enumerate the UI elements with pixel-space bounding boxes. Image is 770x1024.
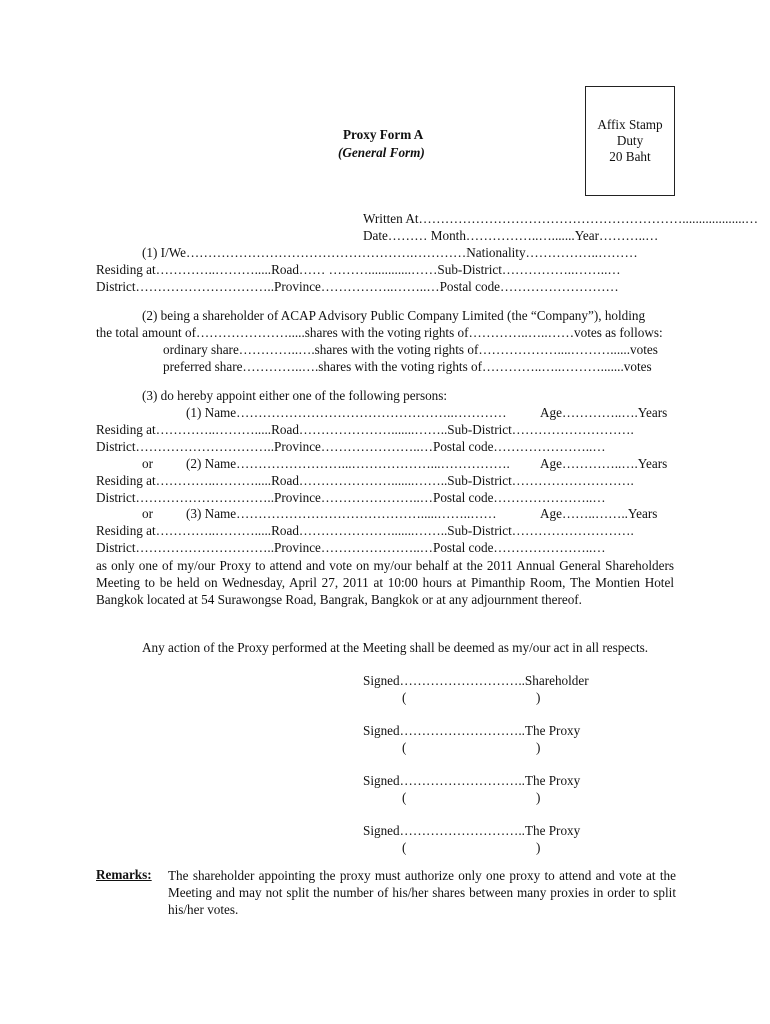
stamp-box xyxy=(585,86,675,196)
shareholder-line: (2) being a shareholder of ACAP Advisory Public Company Limited (the “Company”), holding xyxy=(142,308,646,323)
stamp-line: 20 Baht xyxy=(609,149,651,164)
proxy1-residing-field[interactable]: Residing at…………..……….....Road………………….......……..Sub-District………………………. xyxy=(96,422,634,437)
proxy1-district-field[interactable]: District…………………………..Province…………………..…Postal code…………………..… xyxy=(96,439,606,454)
action-paragraph: Any action of the Proxy performed at the Meeting shall be deemed as my/our act in all respects. xyxy=(142,640,649,655)
paren-open: ( xyxy=(402,840,407,855)
behalf-paragraph: as only one of my/our Proxy to attend and vote on my/our behalf at the 2011 Annual General Shareholders Meeting to be held on Wednesday, April 27, 2011 at 10:00 hours at Pimanthip Room, The Montien Hotel Bangkok located at 54 Surawongse Road, Bangrak, Bangkok or at any adjournment thereof. xyxy=(96,558,674,607)
paren-open: ( xyxy=(402,690,407,705)
proxy1-name-field[interactable]: (1) Name…………………………………………..………… xyxy=(186,405,507,420)
signature-proxy-line[interactable]: Signed………………………..The Proxy xyxy=(363,773,581,788)
proxy3-age-field[interactable]: Age……..……..Years xyxy=(540,506,658,521)
signature-shareholder-line[interactable]: Signed………………………..Shareholder xyxy=(363,673,589,688)
form-title: Proxy Form A xyxy=(343,127,424,142)
paren-close: ) xyxy=(536,790,541,805)
paren-close: ) xyxy=(536,840,541,855)
written-at-field[interactable]: Written At……………………………………………………...................… xyxy=(363,211,759,226)
appoint-intro: (3) do hereby appoint either one of the following persons: xyxy=(142,388,448,403)
district-field[interactable]: District…………………………..Province……………..……..…Postal code……………………… xyxy=(96,279,619,294)
residing-field[interactable]: Residing at…………..……….....Road…… ……….............……Sub-District……………..……..… xyxy=(96,262,621,277)
paren-close: ) xyxy=(536,740,541,755)
date-field[interactable]: Date……… Month……………..….......Year………..… xyxy=(363,228,659,243)
remarks-label: Remarks: xyxy=(96,867,152,882)
remarks-text: The shareholder appointing the proxy must authorize only one proxy to attend and vote at the Meeting and may not split the number of his/her shares between many proxies in order to split his/her votes. xyxy=(168,868,676,917)
stamp-line: Affix Stamp xyxy=(597,117,663,132)
proxy2-age-field[interactable]: Age…………..….Years xyxy=(540,456,668,471)
paren-open: ( xyxy=(402,740,407,755)
proxy2-name-field[interactable]: (2) Name……………………...………………...……………. xyxy=(186,456,510,471)
or-label: or xyxy=(142,456,153,471)
proxy3-residing-field[interactable]: Residing at…………..……….....Road………………….......……..Sub-District………………………. xyxy=(96,523,634,538)
paren-close: ) xyxy=(536,690,541,705)
or-label: or xyxy=(142,506,153,521)
proxy3-name-field[interactable]: (3) Name…………………………………….....……..…… xyxy=(186,506,497,521)
signature-proxy-line[interactable]: Signed………………………..The Proxy xyxy=(363,823,581,838)
proxy2-district-field[interactable]: District…………………………..Province…………………..…Postal code…………………..… xyxy=(96,490,606,505)
total-shares-field[interactable]: the total amount of………………….....shares with the voting rights of…………..…..……votes as follows: xyxy=(96,325,663,340)
proxy1-age-field[interactable]: Age…………..….Years xyxy=(540,405,668,420)
preferred-share-field[interactable]: preferred share…………..….shares with the voting rights of…………..…..……….......votes xyxy=(163,359,652,374)
iwe-field[interactable]: (1) I/We…………………………………………….…………Nationality……………..……… xyxy=(142,245,638,260)
paren-open: ( xyxy=(402,790,407,805)
form-subtitle: (General Form) xyxy=(338,145,425,160)
proxy2-residing-field[interactable]: Residing at…………..……….....Road………………….......……..Sub-District………………………. xyxy=(96,473,634,488)
ordinary-share-field[interactable]: ordinary share…………..….shares with the voting rights of………………....………......votes xyxy=(163,342,658,357)
stamp-line: Duty xyxy=(616,133,644,148)
signature-proxy-line[interactable]: Signed………………………..The Proxy xyxy=(363,723,581,738)
proxy3-district-field[interactable]: District…………………………..Province…………………..…Postal code…………………..… xyxy=(96,540,606,555)
